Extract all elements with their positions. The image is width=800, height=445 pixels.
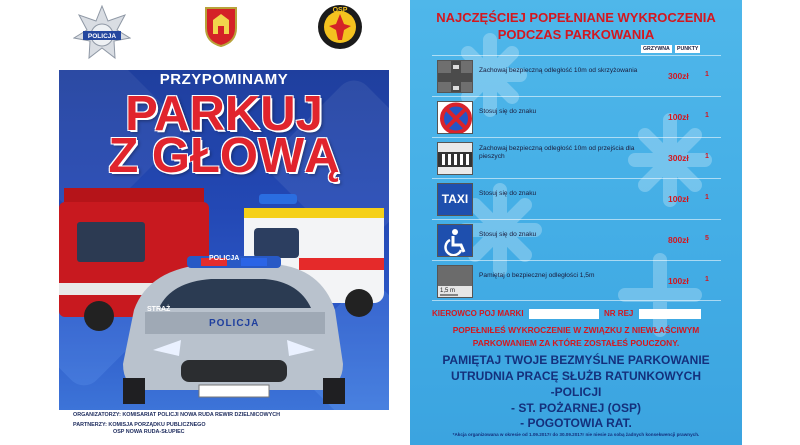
- penalty-points: 1: [705, 153, 709, 160]
- emergency-vehicles-illustration: [59, 188, 389, 410]
- violation-desc: Zachowaj bezpieczną odległość 10m od skrzyżowania: [479, 67, 638, 74]
- violation-desc: Stosuj się do znaku: [479, 190, 537, 197]
- violation-row: [432, 260, 721, 301]
- violation-desc: Stosuj się do znaku: [479, 108, 537, 115]
- headline-line-1: PARKUJ: [125, 87, 323, 141]
- fine-amount: 100zł: [668, 112, 689, 122]
- violation-text-1: POPEŁNIŁEŚ WYKROCZENIE W ZWIĄZKU Z NIEWŁAŚCIWYM: [452, 325, 700, 335]
- violation-row: [432, 96, 721, 137]
- penalty-points: 1: [705, 194, 709, 201]
- partners-text-2: OSP NOWA RUDA-SŁUPIEC: [113, 429, 185, 435]
- blue-panel: [59, 70, 389, 410]
- organizers-text: ORGANIZATORZY: KOMISARIAT POLICJI NOWA RUDA REWIR DZIELNICOWYCH: [73, 412, 281, 418]
- registration-label: NR REJ: [604, 309, 634, 318]
- driver-make-field[interactable]: [529, 309, 599, 319]
- fine-amount: 100zł: [668, 194, 689, 204]
- violation-desc: Stosuj się do znaku: [479, 231, 537, 238]
- disclaimer: *Akcja organizowana w okresie od 1.09.2017r do 30.09.2017r nie niesie za sobą żadnych konsekwencji prawnych.: [452, 432, 700, 437]
- fine-amount: 800zł: [668, 235, 689, 245]
- partners-text-1: PARTNERZY: KOMISJA PORZĄDKU PUBLICZNEGO: [73, 422, 206, 428]
- distance-icon: [437, 265, 473, 298]
- taxi-text: TAXI: [441, 192, 469, 206]
- penalty-points: 1: [705, 112, 709, 119]
- police-logo-text: POLICJA: [87, 33, 117, 40]
- violation-row: [432, 178, 721, 219]
- no-stopping-sign-icon: [437, 101, 473, 134]
- driver-info-line: [432, 308, 722, 320]
- right-title-line-2: PODCZAS PARKOWANIA: [497, 27, 655, 42]
- crosswalk-icon: [437, 142, 473, 175]
- driver-make-label: KIEROWCO POJ MARKI: [432, 309, 524, 318]
- coat-of-arms-icon: [204, 6, 238, 48]
- right-title-line-1: NAJCZĘŚCIEJ POPEŁNIANE WYKROCZENIA: [436, 10, 716, 25]
- intersection-icon: [437, 60, 473, 93]
- penalty-points: 1: [705, 276, 709, 283]
- fire-logo-text: OSP: [332, 7, 348, 14]
- violation-desc: Pamiętaj o bezpiecznej odległości 1,5m: [479, 272, 595, 279]
- headline-small: PRZYPOMINAMY: [159, 71, 289, 88]
- headline-line-2: Z GŁOWĄ: [108, 129, 340, 183]
- fire-truck-label: STRAŻ: [147, 306, 171, 313]
- police-car-hood-label: POLICJA: [209, 318, 260, 329]
- violation-row: [432, 137, 721, 178]
- violation-desc: Zachowaj bezpieczną odległość 10m od przejścia dla pieszych: [479, 145, 635, 160]
- parking-poster-right: [410, 0, 742, 445]
- fine-amount: 300zł: [668, 153, 689, 163]
- violation-text-2: PARKOWANIEM ZA KTÓRE ZOSTAŁEŚ POUCZONY.: [472, 338, 680, 348]
- disabled-parking-sign-icon: [437, 224, 473, 257]
- fine-amount: 100zł: [668, 276, 689, 286]
- column-fine-header: GRZYWNA: [643, 46, 670, 52]
- service-ambulance: - POGOTOWIA RAT.: [520, 416, 632, 430]
- penalty-points: 5: [705, 235, 709, 242]
- remember-text-2: UTRUDNIA PRACĘ SŁUŻB RATUNKOWYCH: [451, 369, 701, 383]
- distance-text: 1,5 m: [440, 288, 456, 294]
- registration-field[interactable]: [639, 309, 701, 319]
- violation-row: [432, 219, 721, 260]
- logo-bar: [59, 0, 389, 70]
- remember-text-1: PAMIĘTAJ TWOJE BEZMYŚLNE PARKOWANIE: [442, 353, 710, 367]
- penalty-points: 1: [705, 71, 709, 78]
- vehicles-icon: [59, 188, 389, 410]
- column-points-header: PUNKTY: [677, 46, 699, 52]
- violation-row: [432, 55, 721, 96]
- police-car-roof-label: POLICJA: [209, 255, 240, 262]
- parking-poster-left: [59, 0, 389, 445]
- taxi-sign-icon: [437, 183, 473, 216]
- service-police: -POLICJI: [550, 385, 602, 399]
- fine-amount: 300zł: [668, 71, 689, 81]
- service-fire: - ST. POŻARNEJ (OSP): [510, 401, 641, 415]
